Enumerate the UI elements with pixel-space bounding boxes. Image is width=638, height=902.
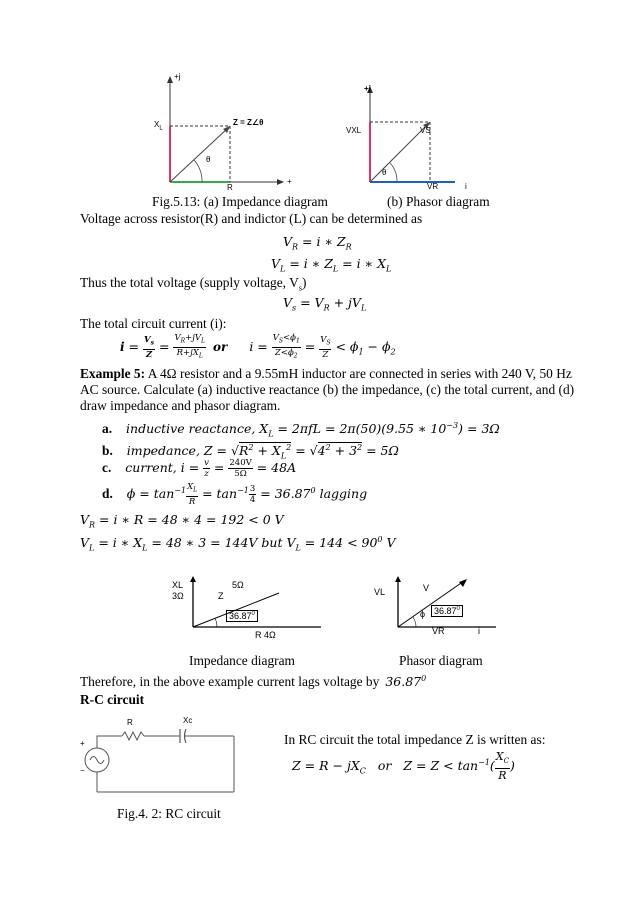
- solution-vl-line: $V_L = i$ ∗ $X_L = 48$ ∗ 3 = 144V but $V_L = 144 < 90^0$ V: [80, 535, 396, 553]
- paragraph-total-current: The total circuit current (i):: [80, 316, 227, 331]
- fig-b-vr: VR: [427, 182, 439, 191]
- ex-imp-xl-value: 3Ω: [172, 591, 184, 601]
- fig-b-i: i: [465, 182, 467, 191]
- heading-rc-circuit: R-C circuit: [80, 692, 145, 707]
- example-5-line2: AC source. Calculate (a) inductive reactance (b) the impedance, (c) the total current, and (d): [80, 382, 575, 397]
- ex-ph-vl: VL: [374, 587, 386, 597]
- example-phasor-diagram: [388, 575, 498, 633]
- rc-xc-label: Xc: [183, 716, 193, 725]
- rc-r-label: R: [127, 718, 133, 727]
- ex-ph-vr: VR: [432, 626, 445, 636]
- rc-circuit-diagram: [82, 712, 242, 802]
- rc-description: In RC circuit the total impedance Z is written as:: [284, 732, 546, 747]
- ex-imp-z: Z: [218, 591, 224, 601]
- fig-b-axis-y: +j: [364, 84, 371, 93]
- ex-imp-xl: XL: [172, 580, 184, 590]
- ex-ph-phi: ϕ: [420, 609, 426, 619]
- fig-b-vs: VS: [420, 126, 431, 135]
- solution-a: a. inductive reactance, $X_L = 2\pi fL = 2\pi(50)(9.55$ ∗ $10^{-3}) = 3\Omega$: [102, 421, 500, 439]
- caption-phasor-diagram: Phasor diagram: [399, 653, 483, 668]
- fig-a-axis-y: +j: [174, 72, 181, 81]
- solution-d: d. $\phi = \tan^{-1}$ $\frac{X_L}{R}$ = $\tan^{-1}$ $\frac{3}{4}$ = $36.87^0$ lagging: [102, 482, 368, 507]
- fig-b-vxl: VXL: [346, 126, 362, 135]
- rc-plus-label: +: [80, 739, 85, 748]
- paragraph-total-voltage: Thus the total voltage (supply voltage, $V_s$): [80, 275, 307, 293]
- rc-circuit-caption: Fig.4. 2: RC circuit: [117, 806, 221, 821]
- equation-vr: $V_R = i$ ∗ $Z_R$: [283, 234, 352, 252]
- ex-imp-r: R 4Ω: [255, 630, 276, 640]
- ex-imp-angle: 36.87$^0$: [226, 610, 258, 622]
- rc-impedance-equation: $Z = R - jX_C$ or $Z = Z < \tan^{-1}$( $\frac{X_C}{R}$ ): [292, 750, 515, 783]
- solution-b: b. impedance, $Z = √R^2 + X_L^2 = √4^2 + 3^2 = 5\Omega$: [102, 443, 399, 461]
- equation-vs: $V_s = V_R + jV_L$: [283, 295, 367, 313]
- fig-a-r-label: R: [227, 183, 233, 192]
- fig513-caption-a: Fig.5.13: (a) Impedance diagram: [152, 194, 328, 209]
- paragraph-voltage-resistor: Voltage across resistor(R) and indictor (L) can be determined as: [80, 211, 423, 226]
- impedance-diagram-a: [150, 72, 290, 192]
- fig-a-xl-label: $X_L$: [154, 120, 163, 132]
- fig-a-axis-x: +: [287, 177, 292, 186]
- solution-vr-line: $V_R = i$ ∗ R = 48 ∗ 4 = 192 < 0 V: [80, 512, 284, 530]
- fig-b-theta: θ: [382, 168, 387, 177]
- ex-imp-z-value: 5Ω: [232, 580, 244, 590]
- fig-a-theta: θ: [206, 155, 211, 164]
- rc-minus-label: −: [80, 766, 85, 775]
- paragraph-therefore: Therefore, in the above example current lags voltage by 36.87$^0$: [80, 674, 427, 690]
- example-5-line1: Example 5: A 4Ω resistor and a 9.55mH inductor are connected in series with 240 V, 50 Hz: [80, 366, 572, 381]
- solution-c: c. current, i = $\frac{v}{z}$ = $\frac{240V}{5\Omega}$ = 48A: [102, 458, 297, 479]
- example-5-line3: draw impedance and phasor diagram.: [80, 398, 281, 413]
- fig513-caption-b: (b) Phasor diagram: [387, 194, 490, 209]
- phasor-diagram-b: [355, 80, 495, 192]
- ex-ph-angle: 36.87$^0$: [431, 605, 463, 617]
- equation-vl: $V_L = i$ ∗ $Z_L = i$ ∗ $X_L$: [271, 256, 392, 274]
- ex-ph-i: i: [478, 626, 480, 636]
- equation-current: i = $\frac{V_s}{Z}$ = $\frac{V_R+jV_L}{R+jX_L}$ or i = $\frac{V_S<\phi_1}{Z<\phi_2}$ = $\frac{V_S}{Z}$ < $\phi_1 - \phi_2$: [120, 333, 396, 360]
- ex-ph-v: V: [423, 583, 430, 593]
- caption-impedance-diagram: Impedance diagram: [189, 653, 295, 668]
- fig-a-z-label: Z = Z∠θ: [233, 118, 264, 127]
